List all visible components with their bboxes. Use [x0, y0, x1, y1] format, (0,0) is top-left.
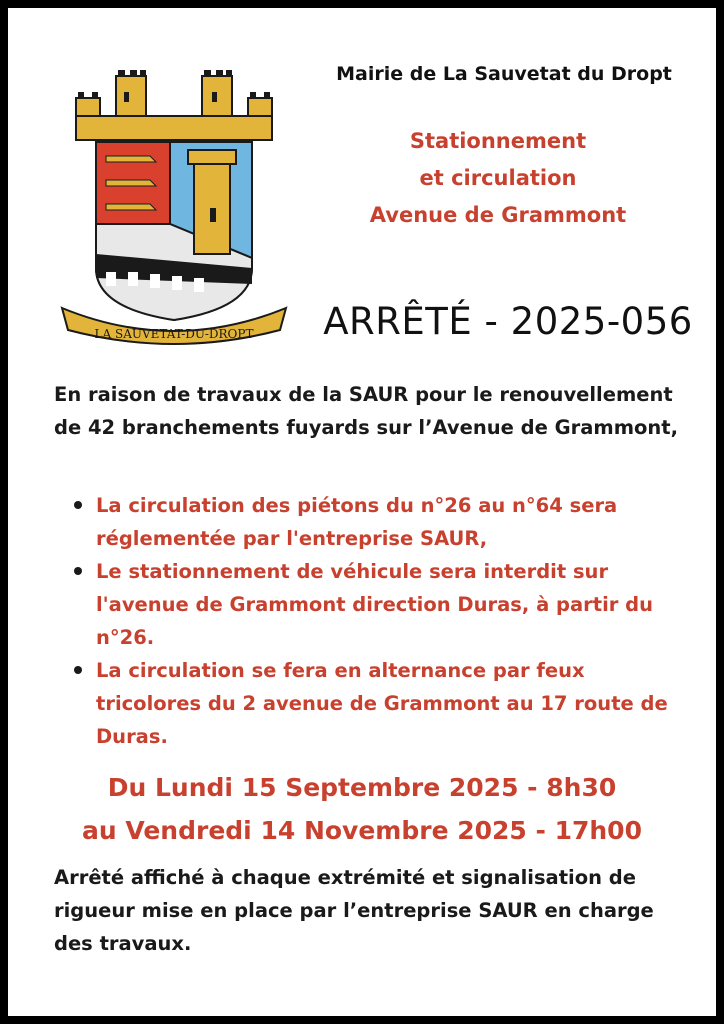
- date-end: au Vendredi 14 Novembre 2025 - 17h00: [82, 816, 642, 845]
- arrete-number: ARRÊTÉ - 2025-056: [323, 300, 693, 343]
- measure-text: La circulation se fera en alternance par feux tricolores du 2 avenue de Grammont au 17 route de Duras.: [96, 659, 668, 748]
- list-item: [72, 555, 692, 654]
- measure-text: Le stationnement de véhicule sera interdit sur l'avenue de Grammont direction Duras, à partir du n°26.: [96, 560, 654, 649]
- subject-block: [298, 123, 698, 234]
- measure-text: La circulation des piétons du n°26 au n°64 sera réglementée par l'entreprise SAUR,: [96, 494, 618, 550]
- bullet-icon: [74, 501, 82, 509]
- subject-line-3: Avenue de Grammont: [369, 203, 627, 227]
- coat-of-arms-icon: [54, 58, 294, 350]
- bullet-icon: [74, 666, 82, 674]
- dates-block: [28, 766, 696, 852]
- list-item: [72, 489, 692, 555]
- crest-banner-text: LA SAUVETAT-DU-DROPT: [94, 327, 254, 341]
- mairie-title: Mairie de La Sauvetat du Dropt: [336, 63, 672, 85]
- notice-page: [8, 8, 716, 1016]
- intro-paragraph: En raison de travaux de la SAUR pour le renouvellement de 42 branchements fuyards sur l’Avenue de Grammont,: [54, 383, 679, 439]
- bullet-icon: [74, 567, 82, 575]
- footer-paragraph: Arrêté affiché à chaque extrémité et signalisation de rigueur mise en place par l’entreprise SAUR en charge des travaux.: [54, 866, 654, 955]
- subject-line-1: Stationnement: [409, 129, 587, 153]
- date-start: Du Lundi 15 Septembre 2025 - 8h30: [107, 773, 617, 802]
- list-item: [72, 654, 692, 753]
- subject-line-2: et circulation: [419, 166, 577, 190]
- measures-list: [72, 489, 692, 753]
